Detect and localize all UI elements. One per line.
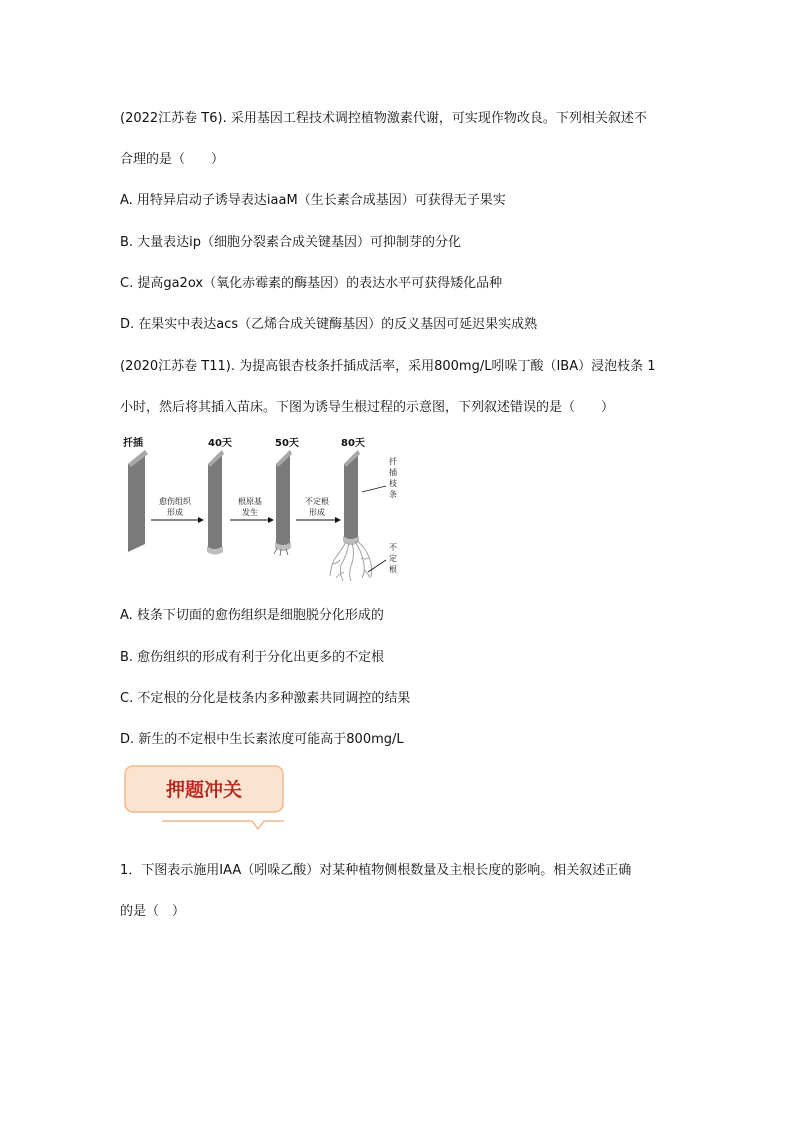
section-banner-title: 押题冲关: [165, 779, 243, 801]
stage-label-cutting: 扦插: [123, 438, 143, 449]
arrow-label-callus-1: 愈伤组织: [159, 497, 191, 506]
q2-option-a: A. 枝条下切面的愈伤组织是细胞脱分化形成的: [120, 608, 384, 623]
q3-stem-line-1: 1．下图表示施用IAA（吲哚乙酸）对某种植物侧根数量及主根长度的影响。相关叙述正确: [120, 863, 632, 878]
side-label-cutting-4: 条: [389, 490, 397, 499]
adventitious-roots: [330, 541, 372, 581]
q1-option-c: C. 提高ga2ox（氧化赤霉素的酶基因）的表达水平可获得矮化品种: [120, 276, 503, 291]
side-label-cutting-1: 扦: [389, 457, 397, 466]
q2-option-d: D. 新生的不定根中生长素浓度可能高于800mg/L: [120, 732, 404, 747]
q2-option-c: C. 不定根的分化是枝条内多种激素共同调控的结果: [120, 691, 411, 706]
q1-option-d: D. 在果实中表达acs（乙烯合成关键酶基因）的反义基因可延迟果实成熟: [120, 317, 538, 332]
arrow-label-root-1: 不定根: [305, 497, 329, 506]
q3-stem-line-2: 的是（ ）: [120, 904, 186, 919]
branch-cutting-stage-3: [274, 450, 292, 556]
arrow-label-callus-2: 形成: [167, 508, 183, 517]
side-label-root-3: 根: [389, 565, 397, 574]
side-label-root-2: 定: [389, 554, 397, 563]
rooting-process-diagram: [118, 434, 408, 586]
stage-label-40-days: 40天: [208, 438, 232, 449]
q2-stem-line-2: 小时，然后将其插入苗床。下图为诱导生根过程的示意图，下列叙述错误的是（ ）: [120, 400, 615, 415]
section-banner: [124, 765, 286, 831]
side-label-cutting-3: 枝: [389, 479, 397, 488]
q1-stem-line-2: 合理的是（ ）: [120, 152, 225, 167]
side-label-root-1: 不: [389, 543, 397, 552]
arrow-label-primordium-2: 发生: [242, 508, 258, 517]
stage-label-80-days: 80天: [341, 438, 365, 449]
q1-option-b: B. 大量表达ip（细胞分裂素合成关键基因）可抑制芽的分化: [120, 235, 462, 250]
branch-cutting-stage-1: [128, 450, 148, 552]
stage-label-50-days: 50天: [275, 438, 299, 449]
branch-cutting-stage-2: [207, 450, 224, 555]
branch-cutting-stage-4: [343, 450, 360, 545]
q2-stem-line-1: (2020江苏卷 T11). 为提高银杏枝条扦插成活率，采用800mg/L吲哚丁酸（IBA）浸泡枝条 1: [120, 359, 656, 374]
arrow-label-primordium-1: 根原基: [238, 497, 262, 506]
arrow-label-root-2: 形成: [309, 508, 325, 517]
q1-stem-line-1: (2022江苏卷 T6). 采用基因工程技术调控植物激素代谢，可实现作物改良。下列相关叙述不: [120, 111, 647, 126]
q1-option-a: A. 用特异启动子诱导表达iaaM（生长素合成基因）可获得无子果实: [120, 193, 506, 208]
q2-option-b: B. 愈伤组织的形成有利于分化出更多的不定根: [120, 650, 385, 665]
side-label-cutting-2: 插: [389, 468, 397, 477]
